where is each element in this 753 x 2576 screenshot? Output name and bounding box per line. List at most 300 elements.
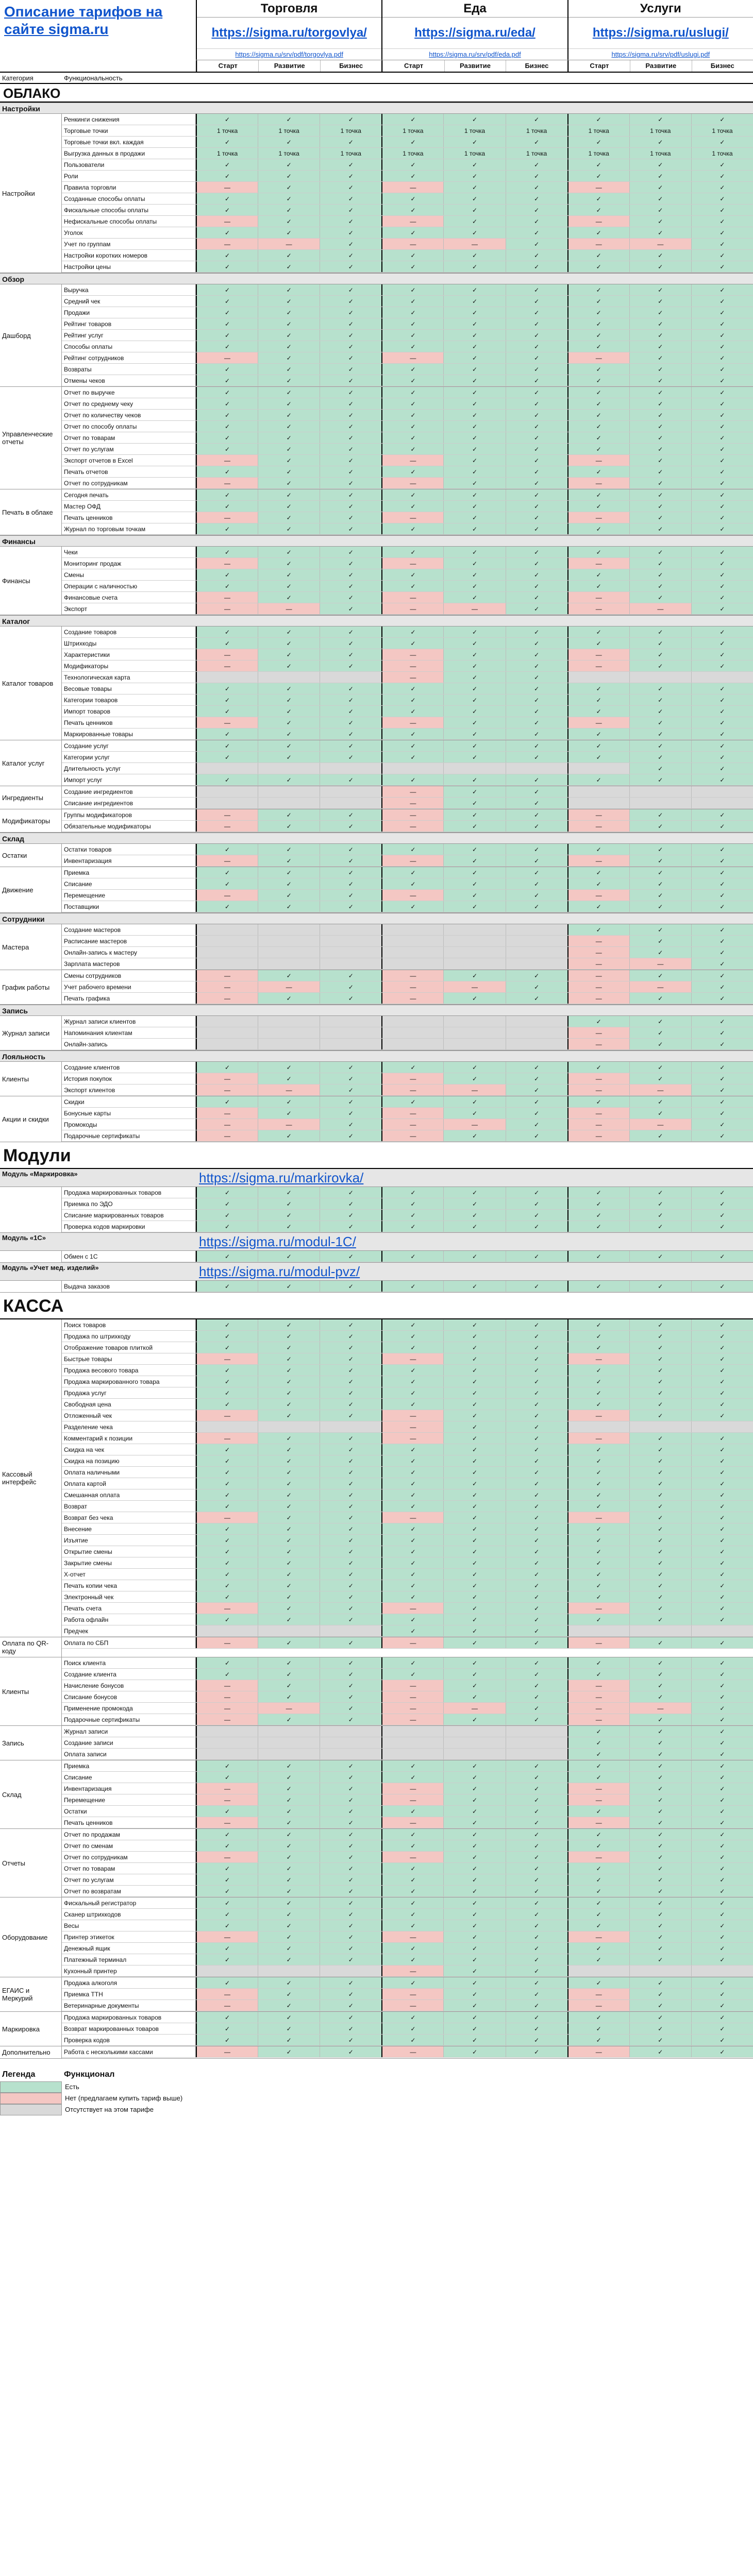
check-mark: ✓ [691,1657,753,1668]
check-mark: ✓ [258,398,320,409]
check-mark: ✓ [320,592,381,603]
category-name: Оплата по QR-коду [0,1637,62,1657]
check-mark: ✓ [443,455,505,466]
feature-column [62,489,196,535]
check-mark: ✓ [629,901,691,912]
header-spacer [196,73,753,84]
segment-link[interactable]: https://sigma.ru/torgovlya/ [211,26,367,40]
check-mark: ✓ [320,717,381,728]
check-mark: ✓ [567,1331,629,1342]
check-mark: ✓ [629,261,691,272]
table-row [196,216,753,227]
check-mark: ✓ [629,1557,691,1568]
cross-mark: — [196,1130,258,1141]
check-mark: ✓ [258,1342,320,1353]
check-mark: ✓ [320,489,381,500]
table-row [196,1444,753,1455]
check-mark: ✓ [258,1580,320,1591]
check-mark: ✓ [567,432,629,443]
check-mark: ✓ [320,626,381,637]
check-mark: ✓ [381,1829,443,1840]
check-mark: ✓ [320,387,381,398]
feature-name: Обязательные модификаторы [62,821,196,832]
check-mark: ✓ [381,1920,443,1931]
check-mark: ✓ [691,1251,753,1262]
check-mark: ✓ [567,1557,629,1568]
check-mark: ✓ [320,330,381,341]
check-mark: ✓ [506,1062,567,1073]
check-mark: ✓ [443,159,505,170]
check-mark: ✓ [258,638,320,649]
check-mark: ✓ [506,1535,567,1546]
check-mark: ✓ [196,1897,258,1908]
check-mark: ✓ [196,1772,258,1783]
table-row [196,2000,753,2011]
check-mark: ✓ [629,1319,691,1330]
na-cell [258,786,320,797]
check-mark: ✓ [629,1187,691,1198]
cross-mark: — [567,1794,629,1805]
category-name: Печать в облаке [0,489,62,535]
cross-mark: — [567,352,629,363]
check-mark: ✓ [381,523,443,534]
table-row [196,1931,753,1943]
feature-name: Бонусные карты [62,1108,196,1119]
check-mark: ✓ [320,1376,381,1387]
check-mark: ✓ [258,547,320,557]
check-mark: ✓ [443,1512,505,1523]
cross-mark: — [258,1119,320,1130]
module-name: Модуль «1С» [2,1234,46,1242]
check-mark: ✓ [691,1319,753,1330]
check-mark: ✓ [506,1108,567,1118]
check-mark: ✓ [691,740,753,751]
check-mark: ✓ [567,1749,629,1759]
cross-mark: — [381,993,443,1004]
feature-name: Продажа весового товара [62,1365,196,1376]
check-mark: ✓ [506,318,567,329]
category-name: Управленческие отчеты [0,387,62,489]
check-mark: ✓ [258,1772,320,1783]
check-mark: ✓ [629,114,691,125]
cross-mark: — [381,786,443,797]
table-row [196,1281,753,1292]
cross-mark: — [567,2046,629,2057]
check-mark: ✓ [320,1874,381,1885]
check-mark: ✓ [629,592,691,603]
check-mark: ✓ [196,318,258,329]
feature-name: Импорт услуг [62,774,196,786]
feature-name: Электронный чек [62,1591,196,1603]
cross-mark: — [381,1783,443,1794]
feature-name: Создание клиента [62,1669,196,1680]
check-mark: ✓ [691,821,753,832]
check-mark: 1 точка [196,148,258,159]
check-mark: ✓ [506,752,567,762]
legend-swatch [0,2104,62,2115]
check-mark: ✓ [381,706,443,717]
table-row [196,159,753,171]
feature-column [62,1016,196,1050]
check-mark: ✓ [691,352,753,363]
check-mark: ✓ [443,1399,505,1410]
check-mark: ✓ [196,1399,258,1410]
check-mark: ✓ [258,1783,320,1794]
table-row [196,1691,753,1703]
table-row [196,1557,753,1569]
check-mark: ✓ [258,752,320,762]
check-mark: ✓ [196,193,258,204]
check-mark: ✓ [506,1920,567,1931]
table-row [196,717,753,728]
category-name: Клиенты [0,1657,62,1725]
table-row [196,1580,753,1591]
na-cell [381,1726,443,1737]
check-mark: ✓ [629,1852,691,1862]
check-mark: ✓ [196,296,258,307]
check-mark: ✓ [320,523,381,534]
tariff-cells [196,114,753,273]
cross-mark: — [381,182,443,193]
check-mark: ✓ [258,1512,320,1523]
check-mark: ✓ [381,901,443,912]
table-row [196,1062,753,1073]
check-mark: ✓ [258,1221,320,1232]
table-row [196,1603,753,1614]
check-mark: ✓ [506,1680,567,1691]
check-mark: ✓ [506,1331,567,1342]
table-row [196,137,753,148]
check-mark: ✓ [258,466,320,477]
check-mark: ✓ [691,890,753,901]
check-mark: ✓ [567,1387,629,1398]
check-mark: ✓ [691,318,753,329]
check-mark: ✓ [567,261,629,272]
check-mark: ✓ [506,2023,567,2034]
check-mark: ✓ [320,547,381,557]
check-mark: ✓ [629,227,691,238]
check-mark: ✓ [567,706,629,717]
table-row [196,706,753,717]
check-mark: ✓ [443,1657,505,1668]
check-mark: ✓ [629,2046,691,2057]
check-mark: ✓ [506,547,567,557]
check-mark: ✓ [320,1444,381,1455]
check-mark: ✓ [629,649,691,660]
check-mark: ✓ [691,1039,753,1049]
na-cell [443,1737,505,1748]
check-mark: ✓ [320,2046,381,2057]
check-mark: ✓ [629,1523,691,1534]
check-mark: ✓ [691,1535,753,1546]
table-row [196,1096,753,1108]
check-mark: ✓ [196,307,258,318]
check-mark: ✓ [196,114,258,125]
feature-name: Правила торговли [62,182,196,193]
feature-column [62,1897,196,1977]
na-cell [320,672,381,683]
feature-name: Разделение чека [62,1421,196,1433]
table-row [196,341,753,352]
check-mark: ✓ [443,706,505,717]
check-mark: ✓ [443,512,505,523]
check-mark: ✓ [196,1198,258,1209]
feature-column [62,809,196,832]
check-mark: ✓ [506,558,567,569]
check-mark: ✓ [320,867,381,878]
plan-name: Бизнес [320,60,381,72]
segment-name: Еда [382,0,567,18]
feature-name: Роли [62,171,196,182]
check-mark: ✓ [320,364,381,375]
check-mark: ✓ [196,171,258,181]
check-mark: ✓ [196,1523,258,1534]
check-mark: ✓ [691,1353,753,1364]
check-mark: ✓ [381,740,443,751]
check-mark: ✓ [506,1376,567,1387]
check-mark: ✓ [629,763,691,774]
check-mark: ✓ [443,284,505,295]
na-cell [196,947,258,958]
check-mark: ✓ [320,1614,381,1625]
table-row [196,1365,753,1376]
cross-mark: — [629,981,691,992]
feature-name: Применение промокода [62,1703,196,1714]
module-link[interactable]: https://sigma.ru/markirovka/ [199,1170,364,1185]
feature-column [62,970,196,1004]
check-mark: ✓ [629,809,691,820]
cross-mark: — [196,558,258,569]
check-mark: ✓ [691,1737,753,1748]
feature-name: Созданные способы оплаты [62,193,196,205]
check-mark: ✓ [567,284,629,295]
check-mark: ✓ [320,1943,381,1954]
check-mark: ✓ [691,2035,753,2045]
table-row [196,569,753,581]
module-link[interactable]: https://sigma.ru/modul-pvz/ [199,1264,360,1279]
check-mark: ✓ [443,227,505,238]
table-row [196,890,753,901]
tariff-cells [196,844,753,867]
category-rows [62,284,753,386]
table-row [196,125,753,137]
cross-mark: — [567,821,629,832]
check-mark: ✓ [320,375,381,386]
check-mark: ✓ [320,398,381,409]
check-mark: ✓ [629,1783,691,1794]
check-mark: ✓ [691,1637,753,1648]
check-mark: ✓ [506,1580,567,1591]
check-mark: ✓ [691,1829,753,1840]
legend-label: Есть [65,2083,79,2091]
check-mark: ✓ [691,1591,753,1602]
check-mark: ✓ [381,626,443,637]
check-mark: ✓ [443,1840,505,1851]
category-block [0,1062,753,1096]
table-row [196,809,753,821]
table-row [196,330,753,341]
check-mark: 1 точка [506,148,567,159]
feature-name: Учет рабочего времени [62,981,196,993]
feature-column [62,1187,196,1232]
feature-name: Финансовые счета [62,592,196,603]
feature-name: Выгрузка данных в продажи [62,148,196,159]
check-mark: ✓ [691,171,753,181]
category-block [0,489,753,535]
check-mark: ✓ [196,694,258,705]
check-mark: ✓ [196,1187,258,1198]
feature-name: Печать копии чека [62,1580,196,1591]
table-row [196,1119,753,1130]
check-mark: ✓ [443,592,505,603]
category-name: Движение [0,867,62,912]
check-mark: ✓ [506,1365,567,1376]
check-mark: ✓ [443,1760,505,1771]
check-mark: ✓ [506,261,567,272]
check-mark: ✓ [691,1909,753,1920]
segment-pdf-link[interactable]: https://sigma.ru/srv/pdf/torgovlya.pdf [197,48,381,60]
plan-name: Старт [382,60,444,72]
check-mark: ✓ [443,1130,505,1141]
check-mark: ✓ [381,1342,443,1353]
check-mark: ✓ [506,786,567,797]
check-mark: ✓ [443,855,505,866]
cross-mark: — [381,1965,443,1976]
check-mark: ✓ [567,924,629,935]
check-mark: ✓ [258,193,320,204]
check-mark: ✓ [629,250,691,261]
check-mark: ✓ [381,341,443,352]
feature-name: Возврат маркированных товаров [62,2023,196,2035]
check-mark: ✓ [506,890,567,901]
check-mark: ✓ [196,375,258,386]
table-row [196,478,753,489]
check-mark: ✓ [567,410,629,420]
cross-mark: — [196,890,258,901]
cross-mark: — [196,821,258,832]
check-mark: ✓ [567,694,629,705]
tariff-cells [196,2012,753,2046]
check-mark: ✓ [443,809,505,820]
check-mark: ✓ [506,1897,567,1908]
check-mark: ✓ [381,1614,443,1625]
check-mark: ✓ [320,1569,381,1580]
module-link[interactable]: https://sigma.ru/modul-1C/ [199,1234,356,1249]
segment-link[interactable]: https://sigma.ru/eda/ [414,26,536,40]
check-mark: ✓ [506,1977,567,1988]
feature-name: Технологическая карта [62,672,196,683]
check-mark: ✓ [629,1365,691,1376]
category-block [0,1096,753,1142]
check-mark: ✓ [258,1096,320,1107]
check-mark: ✓ [258,1546,320,1557]
segment-link[interactable]: https://sigma.ru/uslugi/ [592,26,729,40]
table-row [196,1817,753,1828]
cross-mark: — [381,455,443,466]
segment-pdf-link[interactable]: https://sigma.ru/srv/pdf/uslugi.pdf [568,48,753,60]
table-row [196,1210,753,1221]
check-mark: ✓ [506,489,567,500]
check-mark: ✓ [381,318,443,329]
check-mark: ✓ [320,1657,381,1668]
category-name: Отчеты [0,1829,62,1897]
check-mark: ✓ [196,1376,258,1387]
feature-name: Печать отчетов [62,466,196,478]
na-cell [258,958,320,969]
tariff-cells [196,1016,753,1050]
table-row [196,250,753,261]
page-title[interactable]: Описание тарифов на сайте sigma.ru [4,4,163,37]
check-mark: ✓ [506,1886,567,1896]
na-cell [567,763,629,774]
table-row [196,1783,753,1794]
check-mark: ✓ [320,1637,381,1648]
check-mark: 1 точка [691,125,753,136]
na-cell [381,958,443,969]
check-mark: ✓ [443,1467,505,1478]
check-mark: ✓ [320,284,381,295]
cross-mark: — [196,1119,258,1130]
check-mark: ✓ [196,1221,258,1232]
feature-name: Журнал записи [62,1726,196,1737]
tariff-cells [196,1760,753,1828]
check-mark: ✓ [320,1931,381,1942]
segment-pdf-link[interactable]: https://sigma.ru/srv/pdf/eda.pdf [382,48,567,60]
category-name: Журнал записи [0,1016,62,1050]
check-mark: ✓ [258,114,320,125]
table-row [196,1591,753,1603]
check-mark: ✓ [567,638,629,649]
feature-name: Отчет по товарам [62,1863,196,1874]
check-mark: ✓ [443,1783,505,1794]
cross-mark: — [196,855,258,866]
check-mark: ✓ [629,1977,691,1988]
check-mark: ✓ [506,1130,567,1141]
check-mark: ✓ [320,1989,381,1999]
check-mark: ✓ [443,1365,505,1376]
check-mark: ✓ [196,137,258,147]
check-mark: ✓ [258,1523,320,1534]
check-mark: ✓ [258,478,320,488]
na-cell [320,1421,381,1432]
check-mark: ✓ [258,717,320,728]
feature-name: Печать графика [62,993,196,1004]
check-mark: ✓ [506,1096,567,1107]
check-mark: ✓ [506,717,567,728]
cross-mark: — [567,592,629,603]
check-mark: ✓ [691,1557,753,1568]
check-mark: ✓ [567,444,629,454]
group-title: Каталог [0,615,753,626]
feature-name: Возврат без чека [62,1512,196,1523]
feature-column [62,1657,196,1725]
check-mark: ✓ [443,114,505,125]
na-cell [567,798,629,808]
check-mark: ✓ [196,1591,258,1602]
check-mark: ✓ [443,1614,505,1625]
check-mark: ✓ [506,205,567,215]
check-mark: ✓ [196,1829,258,1840]
check-mark: ✓ [443,296,505,307]
table-row [196,410,753,421]
cross-mark: — [196,1989,258,1999]
check-mark: ✓ [691,1886,753,1896]
tariff-cells [196,1657,753,1725]
na-cell [320,947,381,958]
category-rows [62,547,753,615]
check-mark: ✓ [258,1714,320,1725]
check-mark: ✓ [443,1909,505,1920]
